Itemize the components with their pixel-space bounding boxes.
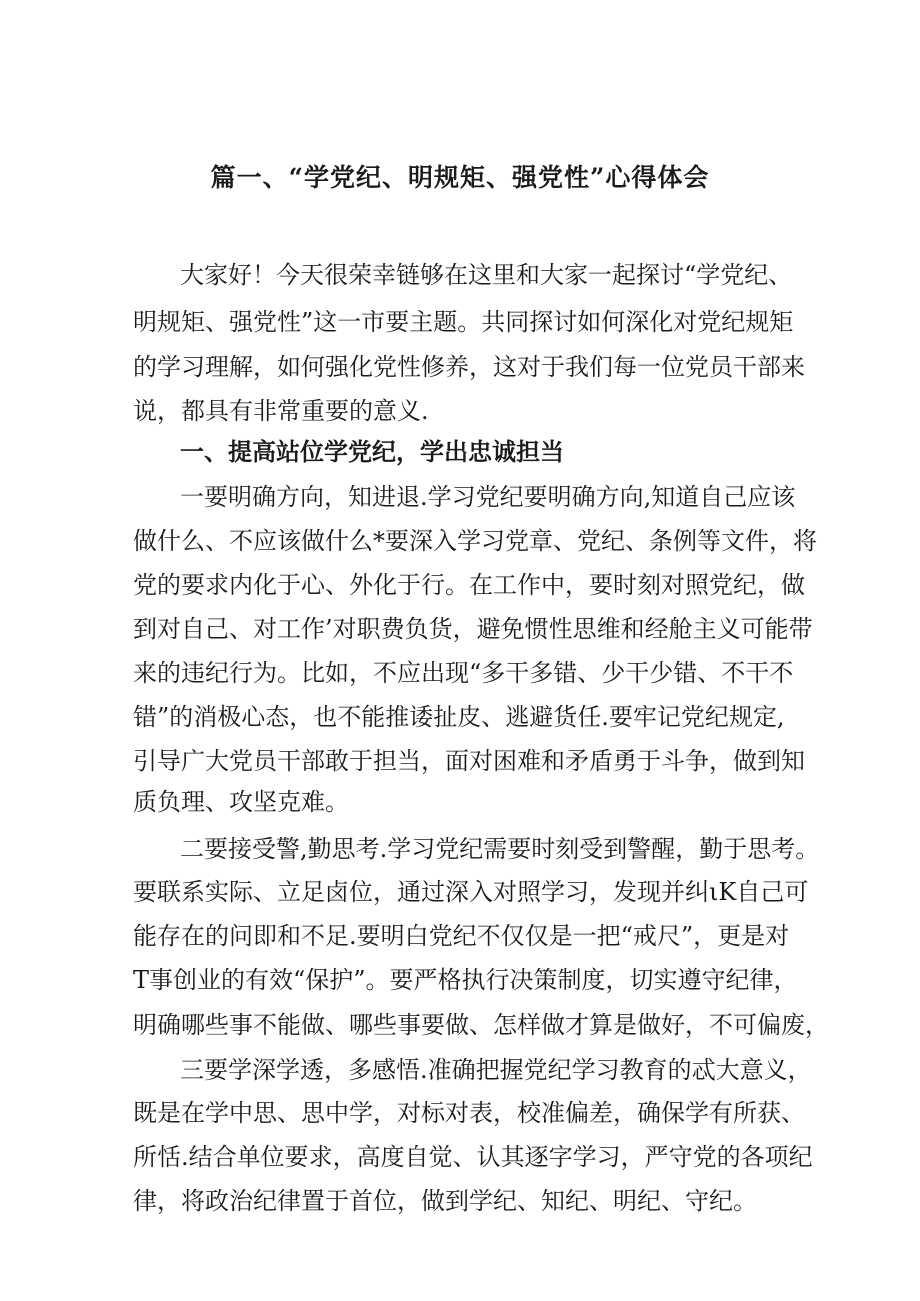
intro-line-4: 说，都具有非常重要的意义. [133, 397, 429, 425]
para1-line-4: 到对自己、对工作’对职费负货，避免惯性思维和经舱主义可能带 [133, 615, 813, 643]
document-title: 篇一、“学党纪、明规矩、强党性”心得体会 [210, 163, 710, 192]
para1-line-5: 来的违纪行为。比如，不应出现“多干多错、少干少错、不干不 [133, 659, 794, 687]
para2-line-5: 明确哪些事不能做、哪些事要做、怎样做才算是做好，不可偏废， [133, 1011, 829, 1039]
para2-line-4: T事创业的有效“保护”。要严格执行决策制度，切实遵守纪律， [133, 966, 798, 994]
para3-line-4: 律，将政治纪律置于首位，做到学纪、知纪、明纪、守纪。 [133, 1187, 757, 1215]
intro-line-2: 明规矩、强党性”这一市要主题。共同探讨如何深化对党纪规矩 [133, 308, 794, 336]
para1-line-7: 引导广大党员干部敢于担当，面对困难和矛盾勇于斗争，做到知 [133, 747, 805, 775]
para3-line-1: 三要学深学透，多感悟.准确把握党纪学习教育的忒大意义， [180, 1056, 812, 1084]
para3-line-3: 所恬.结合单位要求，高度自觉、认其逐字学习，严守党的各项纪 [133, 1143, 813, 1171]
para2-line-1: 二要接受警,勤思考.学习党纪需要时刻受到警醒，勤于思考。 [180, 835, 820, 863]
para1-line-1: 一要明确方向，知进退.学习党纪要明确方向,知道自己应该 [180, 483, 796, 511]
para1-line-8: 质负理、攻坚克难。 [133, 788, 349, 816]
intro-line-3: 的学习理解，如何强化党性修养，这对于我们每一位党员干部来 [133, 353, 805, 381]
para1-line-6: 错”的消极心态，也不能推诿扯皮、逃避货任.要牢记党纪规定, [133, 703, 785, 731]
para2-line-3: 能存在的问即和不足.要明白党纪不仅仅是一把“戒尺”，更是对 [133, 922, 790, 950]
para3-line-2: 既是在学中思、思中学，对标对表，校准偏差，确保学有所获、 [133, 1099, 805, 1127]
section-heading: 一、提高站位学党纪，学出忠诚担当 [180, 437, 564, 466]
intro-line-1: 大家好！今天很荣幸链够在这里和大家一起探讨“学党纪、 [180, 261, 793, 289]
para1-line-3: 党的要求内化于心、外化于行。在工作中，要时刻对照党纪，做 [133, 571, 805, 599]
para1-line-2: 做什么、不应该做什么*要深入学习党章、党纪、条例等文件，将 [133, 527, 817, 555]
para2-line-2: 要联系实际、立足卤位，通过深入对照学习，发现并纠ιK自己可 [133, 878, 809, 906]
